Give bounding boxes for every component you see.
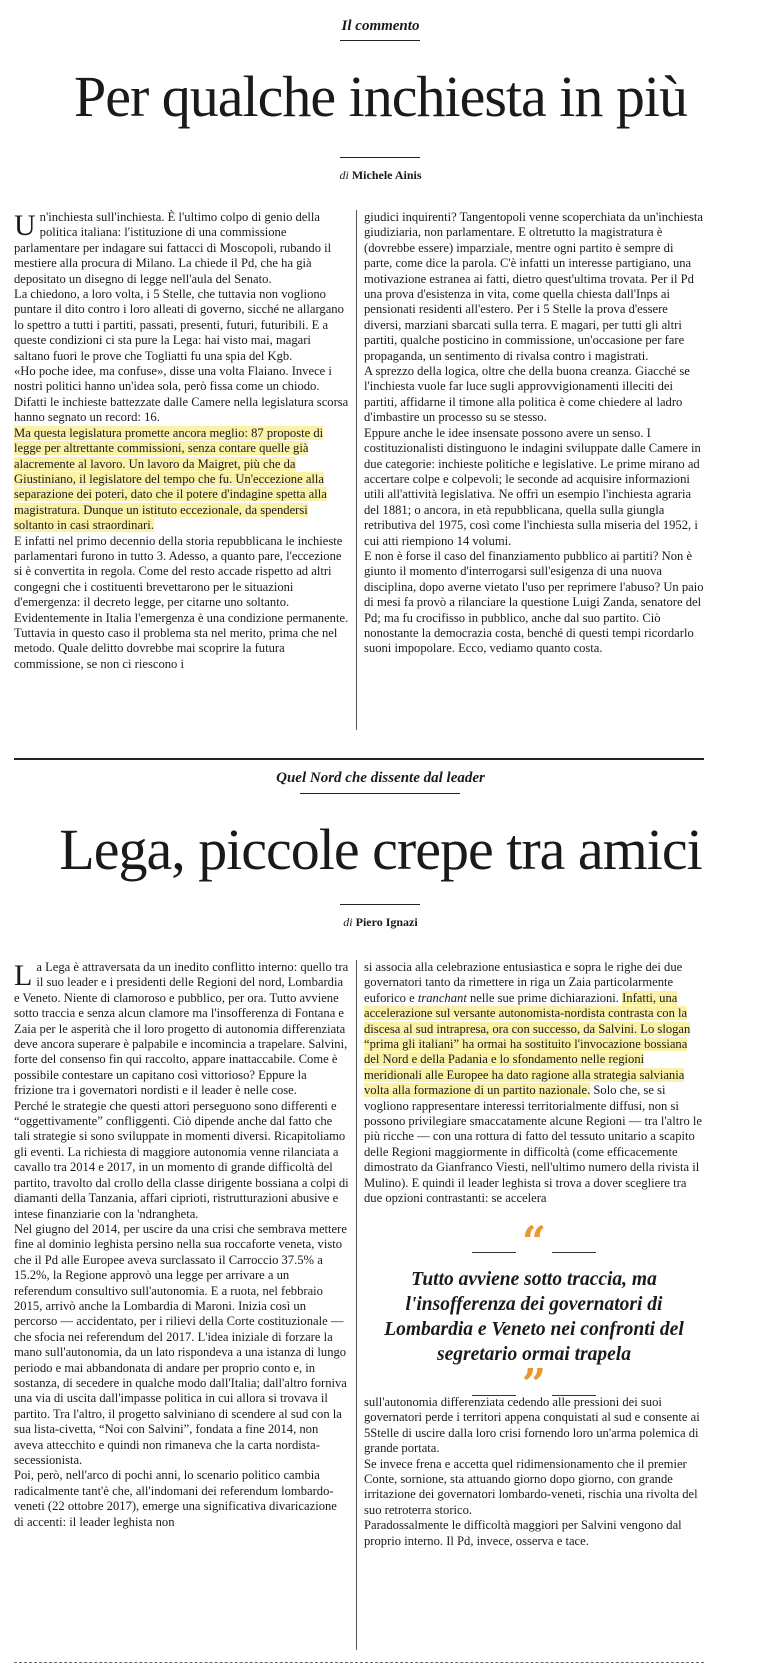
italic-word: tranchant xyxy=(417,990,467,1005)
kicker-underline xyxy=(340,40,420,41)
column-divider xyxy=(356,960,357,1650)
pull-quote-text: Tutto avviene sotto traccia, ma l'insofferenza dei governatori di Lombardia e Veneto nei confronti del segretario ormai trapela xyxy=(384,1269,684,1365)
highlight-text: Infatti, una accelerazione sul versante autonomista-nordista contrasta con la discesa al sud intrapresa, ora con successo, da Salvini. Lo slogan “prima gli italiani” ha ormai ha sostituito l'invocazione bossiana del Nord e della Padania e lo sfondamento nelle regioni meridionali alle Europee ha dato ragione alla strategia salviania volta alla formazione di un partito nazionale. xyxy=(364,990,691,1098)
paragraph xyxy=(14,960,349,1099)
paragraph: Poi, però, nell'arco di pochi anni, lo scenario politico cambia radicalmente tant'è che, all'indomani dei referendum lombardo-veneti (22 ottobre 2017), emerge una significativa divaricazione di accenti: il leader leghista non xyxy=(14,1468,337,1529)
byline-rule xyxy=(340,904,420,905)
byline-prefix: di xyxy=(339,168,349,182)
paragraph: E infatti nel primo decennio della storia repubblicana le inchieste parlamentari furono in tutto 3. Adesso, a quanto pare, l'eccezione si è convertita in regola. Come del resto accade rispetto ad altri congegni che i costituenti brevettarono per le situazioni d'emergenza: il decreto legge, per citarne uno soltanto. xyxy=(14,533,343,610)
quote-rule xyxy=(472,1252,516,1253)
author-name: Michele Ainis xyxy=(351,168,422,182)
text-run: si associa alla celebrazione entusiastica e sopra le righe dei due governatori tanto da rimettere in riga un Zaia particolarmente euforico e xyxy=(364,960,683,1005)
paragraph: Eppure anche le idee insensate possono avere un senso. I costituzionalisti distinguono le indagini sviluppate dalle Camere in due categorie: inchieste politiche e legislative. Le prime mirano ad accertare colpe e colpevoli; le seconde ad acquisire informazioni utili all'attività legislativa. Ne offrì un esempio l'inchiesta agraria del 1881; o ancora, in età repubblicana, quella sulla giungla retributiva del 1975, così come l'inchiesta sulla miseria del 1952, i cui atti riempiono 14 volumi. xyxy=(364,425,701,548)
paragraph: La chiedono, a loro volta, i 5 Stelle, che tuttavia non vogliono puntare il dito contro i loro alleati di governo, sicché ne allargano lo spettro a tutti i partiti, passati, presenti, futuri, futuribili. E a queste condizioni ci sta pure la Lega: hai visto mai, magari saltano fuori le prove che Togliatti fu una spia del Kgb. xyxy=(14,287,344,363)
article1-byline xyxy=(0,168,761,183)
paragraph: sull'autonomia differenziata cedendo alle pressioni dei suoi governatori perde i territori appena conquistati al sud e consente ai 5Stelle di uscire dalla loro crisi fornendo loro un'arma polemica di grande portata. xyxy=(364,1395,700,1456)
paragraph: Tuttavia in questo caso il problema sta nel merito, prima che nel metodo. Quale delitto dovrebbe mai scoprire la futura commissione, se non ci riescono i xyxy=(14,625,338,671)
paragraph: «Ho poche idee, ma confuse», disse una volta Flaiano. Invece i nostri politici hanno un'idea sola, però fissa come un chiodo. Difatti le inchieste battezzate dalle Camere nella legislatura scorsa hanno segnato un record: 16. xyxy=(14,364,349,425)
article2-column-2-top xyxy=(364,960,704,1222)
paragraph xyxy=(364,960,704,1207)
paragraph: giudici inquirenti? Tangentopoli venne scoperchiata da un'inchiesta giudiziaria, non parlamentare. E oltretutto la magistratura è (dovrebbe essere) imparziale, mentre ogni partito è sempre di parte, come dice la parola. C'è infatti un interesse partigiano, una motivazione estranea ai fatti, dietro quest'ultima trovata. Per il Pd una prova d'esistenza in vita, come quella chiesta dall'Inps ai pensionati residenti all'estero. Per i 5 Stelle la prova d'essere diversi, marziani sbarcati sulla terra. E magari, per tutti gli altri partiti, qualche posticino in commissione, un'occasione per fare propaganda, un sentimento di rivalsa contro i magistrati. xyxy=(364,210,703,363)
article2-kicker: Quel Nord che dissente dal leader xyxy=(276,770,485,786)
quote-open-row xyxy=(364,1217,704,1266)
paragraph: E non è forse il caso del finanziamento pubblico ai partiti? Non è giunto il momento d'interrogarsi sull'esigenza di una nuova disciplina, dopo averne vietato l'uso per reprimere l'abuso? Un paio di mesi fa provò a rilanciare la questione Luigi Zanda, senatore del Pd; ma fu crocifisso in pubblico, anche dal suo partito. Ciò nonostante la democrazia costa, benché di questi tempi ricordarlo suoni impopolare. Ecco, vediamo quanto costa. xyxy=(364,548,704,656)
article1-kicker: Il commento xyxy=(341,18,420,34)
article2-column-1 xyxy=(14,960,349,1658)
text-run: Solo che, se si vogliono rappresentare interessi territorialmente diffusi, non si possono privilegiare smaccatamente alcune Regioni — tra l'altro le più ricche — con una rottura di fatto del tessuto unitario a scapito delle Regioni maggiormente in difficoltà (come efficacemente dimostrato da Gianfranco Viesti, nell'ultimo numero della rivista il Mulino). E quindi il leader leghista si trova a dover scegliere tra due opzioni contrastanti: se accelera xyxy=(364,1083,702,1206)
paragraph-text: a Lega è attraversata da un inedito conflitto interno: quello tra il suo leader e i presidenti delle Regioni del nord, Lombardia e Veneto. Niente di clamoroso e pubblico, per ora. Tutto avviene sotto traccia e senza alcun clamore ma l'insofferenza di Fontana e Zaia per le asperità che il loro progetto di autonomia differenziata deve ancora superare è palpabile e incomincia a trapelare. Salvini, forte del consenso fin qui raccolto, appare inattaccabile. Come è possibile contestare un capitano così vittorioso? Eppure la frizione tra i governatori nordisti e il leader è nelle cose. xyxy=(14,960,349,1098)
paragraph: Paradossalmente le difficoltà maggiori per Salvini vengono dal proprio interno. Il Pd, invece, osserva e tace. xyxy=(364,1518,682,1548)
paragraph: Se invece frena e accetta quel ridimensionamento che il premier Conte, sornione, sta attuando giorno dopo giorno, con grande irritazione dei governatori lombardo-veneti, rischia una rivolta del suo retroterra storico. xyxy=(364,1456,698,1517)
drop-cap: U xyxy=(14,210,36,242)
open-quote-icon: “ xyxy=(521,1217,547,1266)
paragraph: Evidentemente in Italia l'emergenza è una condizione permanente. xyxy=(14,610,349,625)
article1-column-1 xyxy=(14,210,349,730)
paragraph: Nel giugno del 2014, per uscire da una crisi che sembrava mettere fine al dominio leghista persino nella sua roccaforte veneta, visto che il Pd alle Europee aveva surclassato il Carroccio 37.5% a 15.2%, la Regione approvò una legge per arrivare a un referendum consultivo sull'autonomia. E a ruota, nel febbraio 2015, arrivò anche la Lombardia di Maroni. Inizia così un percorso — accidentato, per i rilievi della Corte costituzionale — che sfocia nei referendum del 2017. L'idea iniziale di forzare la mano sull'autonomia, da un lato rispondeva a una istanza di lungo periodo e mai abbandonata di andare per proprio conto e, in sostanza, di secedere in qualche modo dall'Italia; dall'altro forniva una via di uscita dall'impasse politica in cui allora si trovava il partito. Tra l'altro, il progetto salviniano di scendere al sud con la sua lista-civetta, “Noi con Salvini”, fondata a fine 2014, non aveva attecchito e quindi non rimaneva che la carta nordista-secessionista. xyxy=(14,1221,347,1467)
pull-quote xyxy=(364,1217,704,1409)
kicker-underline xyxy=(300,793,460,794)
byline-rule xyxy=(340,157,420,158)
bottom-border xyxy=(14,1662,704,1663)
column-divider xyxy=(356,210,357,730)
article2-byline xyxy=(0,915,761,930)
byline-prefix: di xyxy=(343,915,353,929)
highlight-text: Ma questa legislatura promette ancora meglio: 87 proposte di legge per altrettante commissioni, senza contare quelle già alacremente al lavoro. Un lavoro da Maigret, più che da Giustiniano, il legislatore del tempo che fu. Un'eccezione alla separazione dei poteri, dato che il potere d'indagine spetta alla magistratura. Dunque un istituto eccezionale, da spendersi soltanto in casi straordinari. xyxy=(14,425,327,533)
author-name: Piero Ignazi xyxy=(355,915,418,929)
paragraph xyxy=(14,210,349,287)
section-separator xyxy=(14,758,704,760)
highlighted-paragraph xyxy=(14,426,349,534)
article2-headline: Lega, piccole crepe tra amici xyxy=(59,817,702,882)
article2-column-2-bottom xyxy=(364,1395,704,1565)
text-run: nelle sue prime dichiarazioni. xyxy=(466,990,623,1005)
paragraph: A sprezzo della logica, oltre che della buona creanza. Giacché se l'inchiesta vuole far luce sugli approvvigionamenti illeciti dei partiti, affidarne il timone alla politica è come chiedere al ladro d'imbastire un processo su se stesso. xyxy=(364,364,690,425)
paragraph: Perché le strategie che questi attori perseguono sono differenti e “oggettivamente” confliggenti. Ciò dipende anche dal fatto che tali strategie si sono sviluppate in momenti diversi. Ricapitoliamo gli eventi. La richiesta di maggiore autonomia venne rilanciata a cavallo tra 2014 e 2017, in un momento di grande difficoltà del partito, travolto dal crollo della classe dirigente bossiana a colpi di diamanti della Tanzania, affari ciprioti, ristrutturazioni abusive e intese finanziarie con la 'ndrangheta. xyxy=(14,1098,349,1221)
article1-column-2 xyxy=(364,210,704,730)
close-quote-icon: ” xyxy=(521,1360,547,1409)
article1-headline: Per qualche inchiesta in più xyxy=(73,64,688,129)
drop-cap: L xyxy=(14,960,33,992)
paragraph-text: n'inchiesta sull'inchiesta. È l'ultimo colpo di genio della politica italiana: l'istituzione di una commissione parlamentare per indagare sui fattacci di Moscopoli, rubando il mestiere alla procura di Milano. La chiede il Pd, che ha già depositato un disegno di legge nell'aula del Senato. xyxy=(14,210,332,286)
quote-rule xyxy=(552,1252,596,1253)
